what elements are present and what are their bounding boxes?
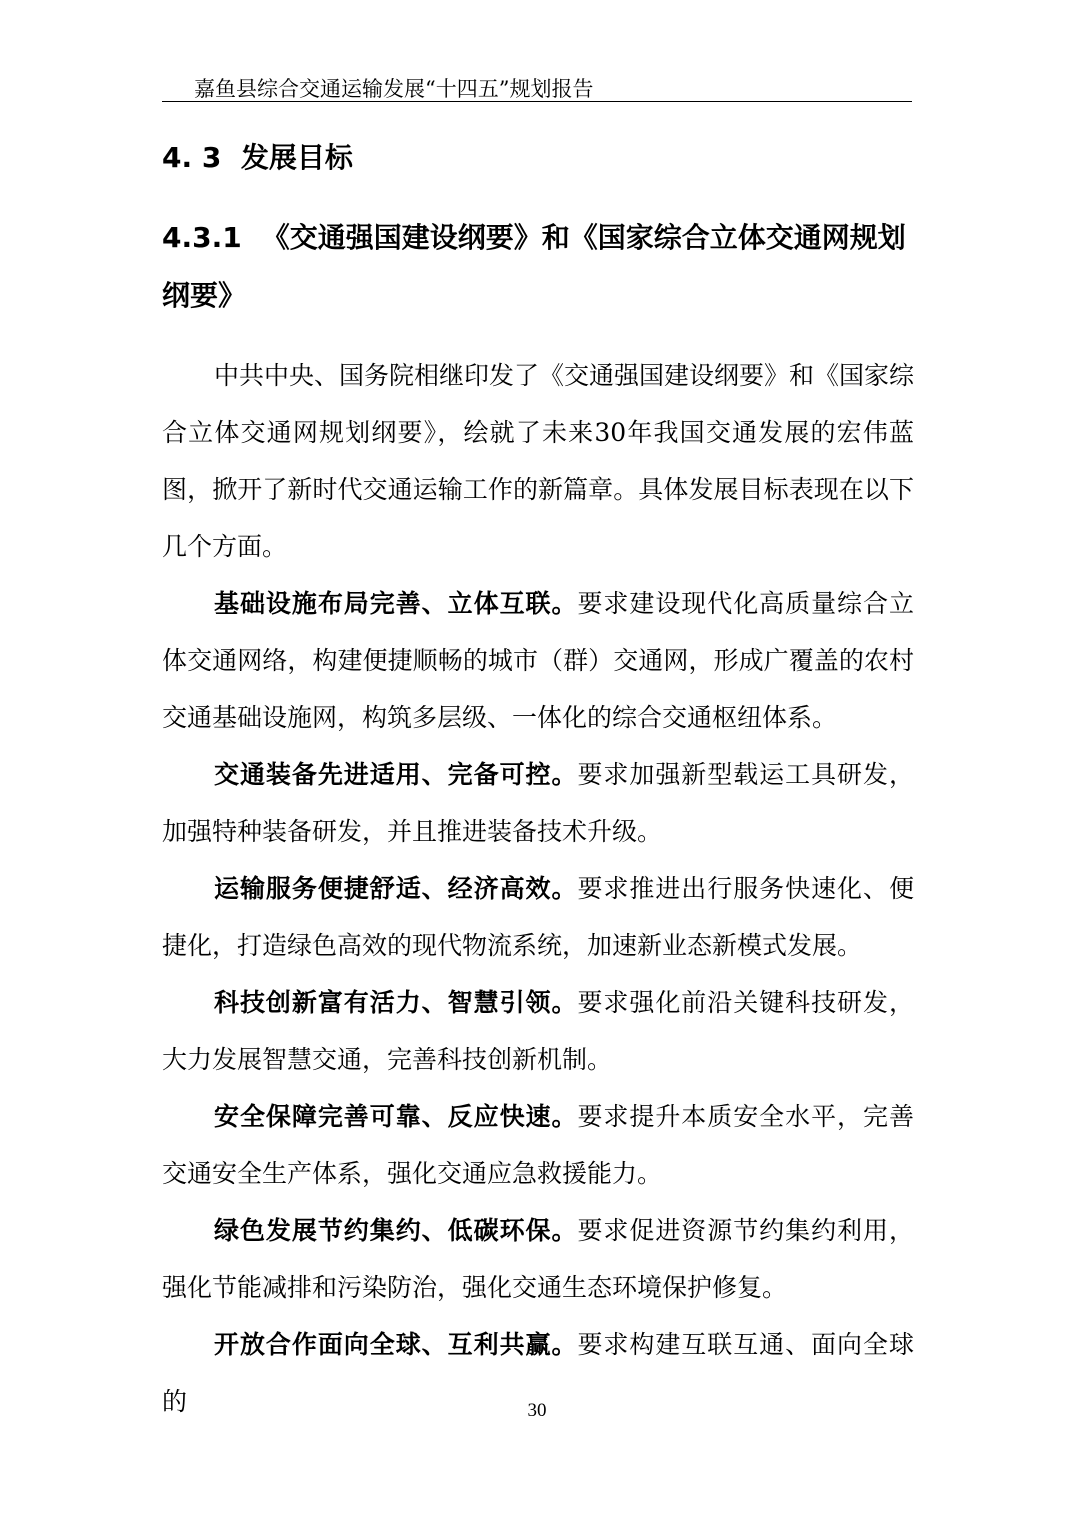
goal-text: 要求强化前沿关键科技研发，大力发展智慧交通，完善科技创新机制。 <box>162 988 914 1074</box>
goal-paragraph <box>162 974 914 1088</box>
goal-paragraph <box>162 860 914 974</box>
body-text <box>162 347 914 1430</box>
section-number: 4. 3 <box>162 141 222 174</box>
subsection-title: 《交通强国建设纲要》和《国家综合立体交通网规划纲要》 <box>162 221 906 312</box>
running-header: 嘉鱼县综合交通运输发展“十四五”规划报告 <box>194 77 594 101</box>
intro-paragraph: 中共中央、国务院相继印发了《交通强国建设纲要》和《国家综合立体交通网规划纲要》，绘就了未来30年我国交通发展的宏伟蓝图，掀开了新时代交通运输工作的新篇章。具体发展目标表现在以下几个方面。 <box>162 361 915 561</box>
goal-heading: 运输服务便捷舒适、经济高效。 <box>214 874 578 903</box>
goal-heading: 开放合作面向全球、互利共赢。 <box>214 1330 578 1359</box>
page-number: 30 <box>527 1400 547 1421</box>
goal-text: 要求推进出行服务快速化、便捷化，打造绿色高效的现代物流系统，加速新业态新模式发展。 <box>162 874 914 960</box>
goal-text: 要求提升本质安全水平，完善交通安全生产体系，强化交通应急救援能力。 <box>162 1102 914 1188</box>
goal-text: 要求构建互联互通、面向全球的 <box>162 1330 914 1416</box>
goal-text: 要求建设现代化高质量综合立体交通网络，构建便捷顺畅的城市（群）交通网，形成广覆盖的农村交通基础设施网，构筑多层级、一体化的综合交通枢纽体系。 <box>162 589 914 732</box>
goal-text: 要求加强新型载运工具研发，加强特种装备研发，并且推进装备技术升级。 <box>162 760 914 846</box>
subsection-number: 4.3.1 <box>162 221 242 254</box>
section-heading <box>162 138 353 178</box>
goal-paragraph <box>162 1202 914 1316</box>
goal-heading: 科技创新富有活力、智慧引领。 <box>214 988 578 1017</box>
goal-paragraph <box>162 1088 914 1202</box>
goal-text: 要求促进资源节约集约利用，强化节能减排和污染防治，强化交通生态环境保护修复。 <box>162 1216 914 1302</box>
goal-paragraph <box>162 746 914 860</box>
subsection-heading <box>162 209 914 325</box>
header-rule <box>162 101 912 102</box>
goal-paragraph <box>162 575 914 746</box>
goal-heading: 基础设施布局完善、立体互联。 <box>214 589 578 618</box>
section-title: 发展目标 <box>240 141 353 174</box>
goal-heading: 安全保障完善可靠、反应快速。 <box>214 1102 578 1131</box>
goal-heading: 绿色发展节约集约、低碳环保。 <box>214 1216 578 1245</box>
goal-heading: 交通装备先进适用、完备可控。 <box>214 760 578 789</box>
